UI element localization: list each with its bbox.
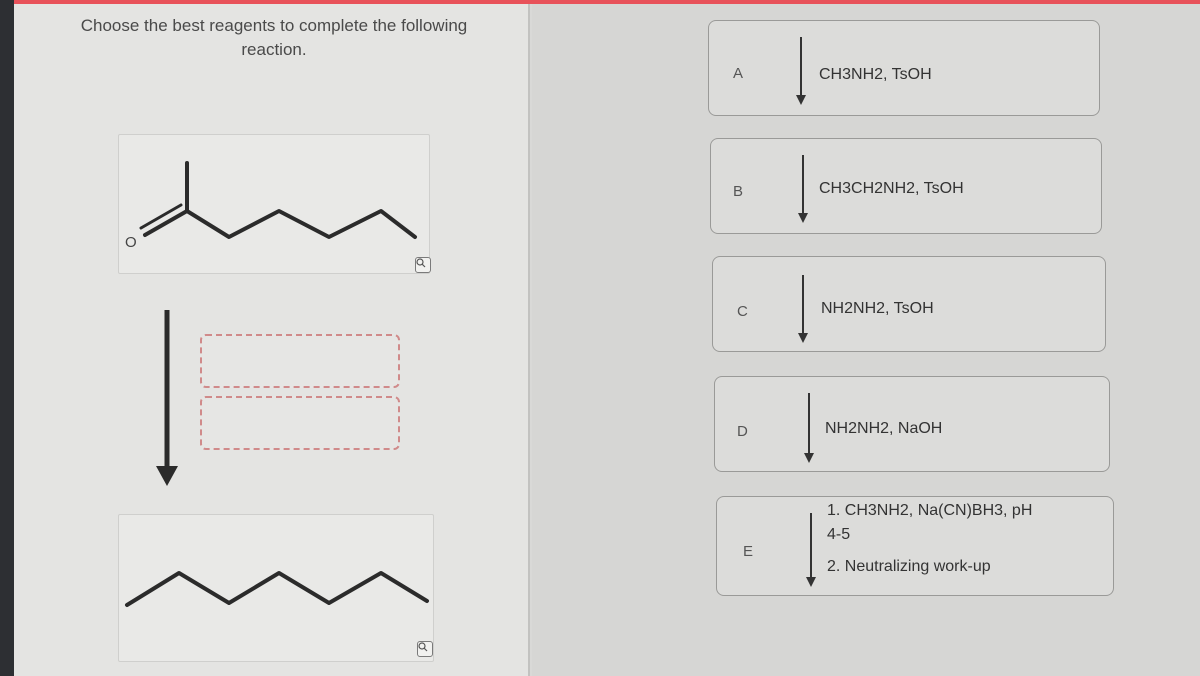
option-reagent-text: CH3NH2, TsOH [819,66,932,83]
option-letter: A [733,65,744,82]
option-letter: D [737,423,748,440]
ketone-structure [119,135,431,275]
option-reagent-text [827,499,1032,579]
option-a[interactable] [708,20,1100,116]
option-letter: B [733,183,744,200]
option-d[interactable] [714,376,1110,472]
option-letter: E [743,543,754,560]
product-box [118,514,434,662]
question-panel [14,4,530,676]
reaction-arrow-icon [156,310,178,490]
option-letter: C [737,303,748,320]
down-arrow-icon [803,393,815,465]
question-line-2: reaction. [241,40,307,59]
question-text [34,14,514,62]
option-reagent-text: NH2NH2, TsOH [821,300,934,317]
window-edge [0,0,14,676]
oxygen-label: O [125,234,137,251]
option-c[interactable] [712,256,1106,352]
option-e[interactable] [716,496,1114,596]
option-reagent-text: NH2NH2, NaOH [825,420,943,437]
down-arrow-icon [797,155,809,225]
reagent-drop-zone-2[interactable] [200,396,400,450]
reagent-drop-zone-1[interactable] [200,334,400,388]
reagent-line-1: 1. CH3NH2, Na(CN)BH3, pH [827,502,1033,519]
reagent-line-3: 2. Neutralizing work-up [827,558,991,575]
down-arrow-icon [795,37,807,107]
option-b[interactable] [710,138,1102,234]
starting-material-box [118,134,430,274]
zoom-icon[interactable] [417,641,433,657]
reagent-line-2: 4-5 [827,526,851,543]
zoom-icon[interactable] [415,257,431,273]
option-reagent-text: CH3CH2NH2, TsOH [819,180,964,197]
alkane-structure [119,515,435,663]
down-arrow-icon [805,513,817,589]
down-arrow-icon [797,275,809,345]
question-line-1: Choose the best reagents to complete the following [80,16,468,35]
